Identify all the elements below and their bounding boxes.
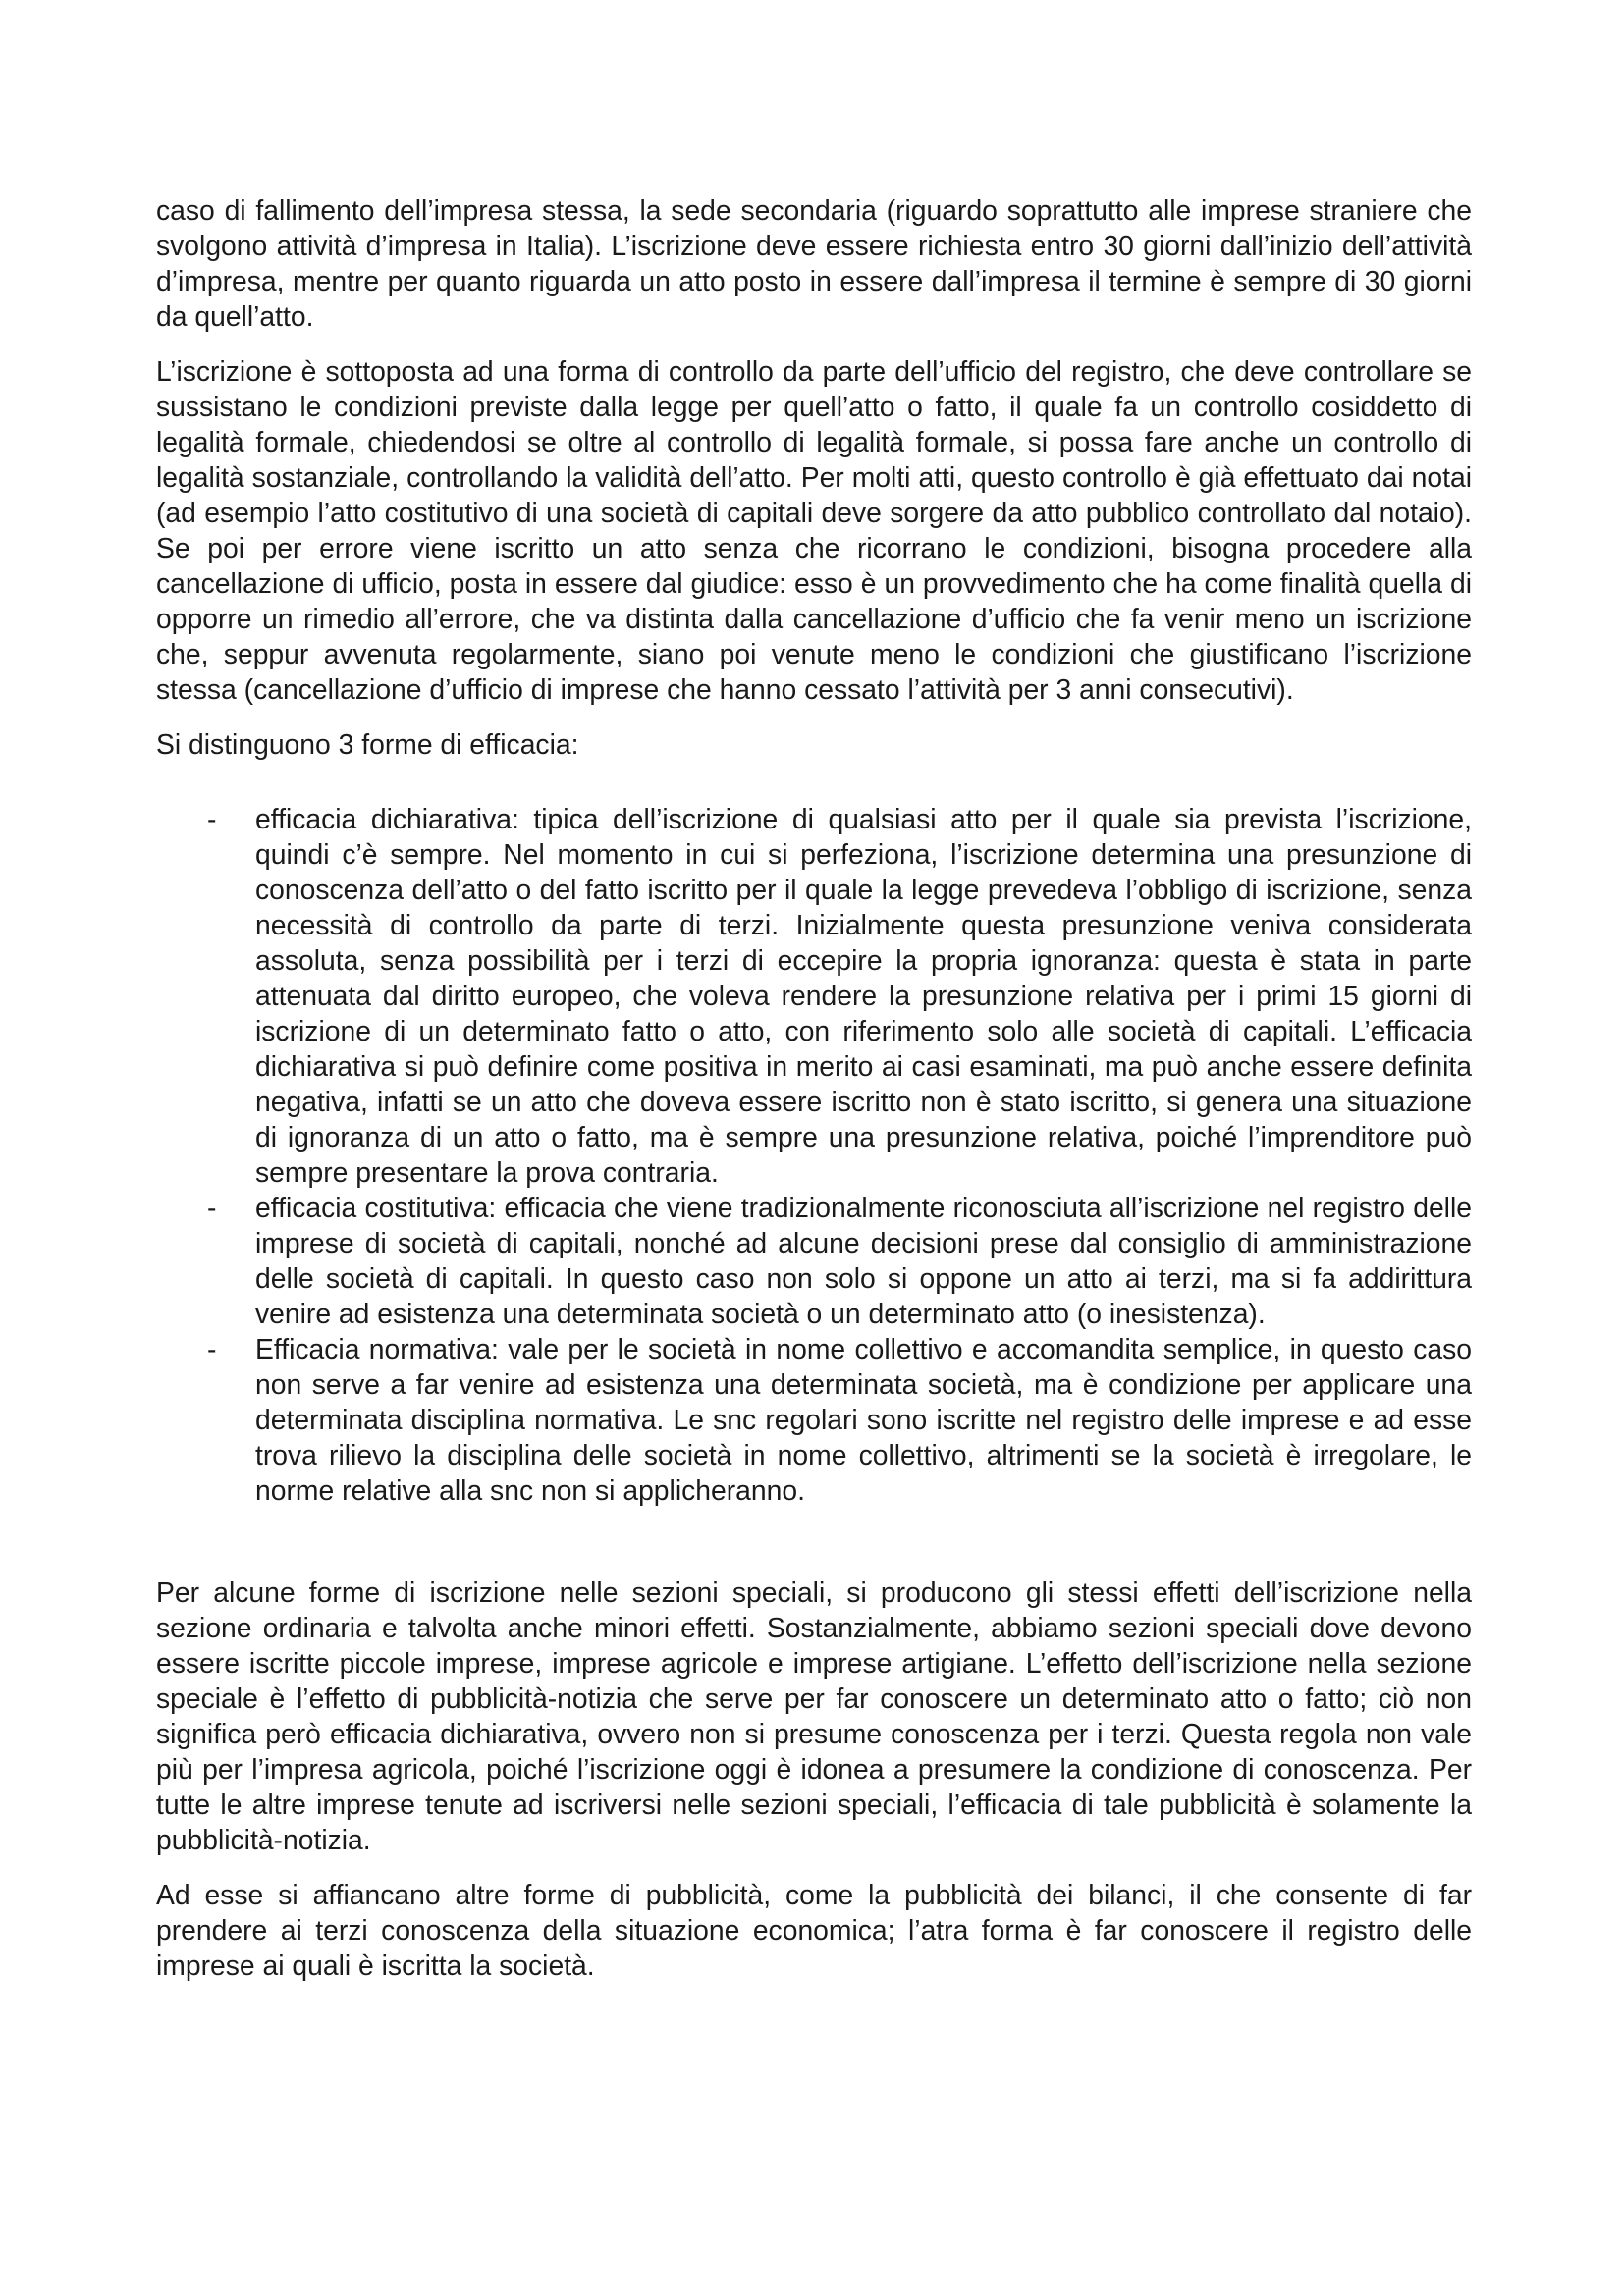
- bullet-dash: -: [207, 1333, 217, 1364]
- list-item-text: efficacia dichiarativa: tipica dell’iscrizione di qualsiasi atto per il quale sia prevista l’iscrizione, quindi c’è sempre. Nel momento in cui si perfeziona, l’iscrizione determina una presunzione di conoscenza dell’atto o del fatto iscritto per il quale la legge prevedeva l’obbligo di iscrizione, senza necessità di controllo da parte di terzi. Inizialmente questa presunzione veniva considerata assoluta, senza possibilità per i terzi di eccepire la propria ignoranza: questa è stata in parte attenuata dal diritto europeo, che voleva rendere la presunzione relativa per i primi 15 giorni di iscrizione di un determinato fatto o atto, con riferimento solo alle società di capitali. L’efficacia dichiarativa si può definire come positiva in merito ai casi esaminati, ma può anche essere definita negativa, infatti se un atto che doveva essere iscritto non è stato iscritto, si genera una situazione di ignoranza di un atto o fatto, ma è sempre una presunzione relativa, poiché l’imprenditore può sempre presentare la prova contraria.: [255, 803, 1472, 1188]
- list-item-efficacia-normativa: [156, 1331, 1472, 1508]
- list-item-text: Efficacia normativa: vale per le società in nome collettivo e accomandita semplice, in questo caso non serve a far venire ad esistenza una determinata società, ma è condizione per applicare una determinata disciplina normativa. Le snc regolari sono iscritte nel registro delle imprese e ad esse trova rilievo la disciplina delle società in nome collettivo, altrimenti se la società è irregolare, le norme relative alla snc non si applicheranno.: [255, 1333, 1472, 1506]
- paragraph-altre-forme-pubblicita: Ad esse si affiancano altre forme di pubblicità, come la pubblicità dei bilanci, il che consente di far prendere ai terzi conoscenza della situazione economica; l’atra forma è far conoscere il registro delle imprese ai quali è iscritta la società.: [156, 1879, 1472, 1981]
- efficacia-list: [156, 801, 1472, 1508]
- list-item-efficacia-dichiarativa: [156, 801, 1472, 1190]
- document-page: [156, 192, 1472, 2002]
- paragraph-forme-efficacia-intro: Si distinguono 3 forme di efficacia:: [156, 728, 579, 760]
- paragraph-controllo-ufficio: L’iscrizione è sottoposta ad una forma di controllo da parte dell’ufficio del registro, che deve controllare se sussistano le condizioni previste dalla legge per quell’atto o fatto, il quale fa un controllo cosiddetto di legalità formale, chiedendosi se oltre al controllo di legalità formale, si possa fare anche un controllo di legalità sostanziale, controllando la validità dell’atto. Per molti atti, questo controllo è già effettuato dai notai (ad esempio l’atto costitutivo di una società di capitali deve sorgere da atto pubblico controllato dal notaio). Se poi per errore viene iscritto un atto senza che ricorrano le condizioni, bisogna procedere alla cancellazione di ufficio, posta in essere dal giudice: esso è un provvedimento che ha come finalità quella di opporre un rimedio all’errore, che va distinta dalla cancellazione d’ufficio che fa venir meno un iscrizione che, seppur avvenuta regolarmente, siano poi venute meno le condizioni che giustificano l’iscrizione stessa (cancellazione d’ufficio di imprese che hanno cessato l’attività per 3 anni consecutivi).: [156, 355, 1472, 705]
- bullet-dash: -: [207, 803, 217, 834]
- bullet-dash: -: [207, 1192, 217, 1223]
- paragraph-sezioni-speciali: Per alcune forme di iscrizione nelle sezioni speciali, si producono gli stessi effetti dell’iscrizione nella sezione ordinaria e talvolta anche minori effetti. Sostanzialmente, abbiamo sezioni speciali dove devono essere iscritte piccole imprese, imprese agricole e imprese artigiane. L’effetto dell’iscrizione nella sezione speciale è l’effetto di pubblicità-notizia che serve per far conoscere un determinato atto o fatto; ciò non significa però efficacia dichiarativa, ovvero non si presume conoscenza per i terzi. Questa regola non vale più per l’impresa agricola, poiché l’iscrizione oggi è idonea a presumere la condizione di conoscenza. Per tutte le altre imprese tenute ad iscriversi nelle sezioni speciali, l’efficacia di tale pubblicità è solamente la pubblicità-notizia.: [156, 1576, 1472, 1855]
- efficacia-list-wrapper: [156, 801, 1472, 1508]
- list-item-efficacia-costitutiva: [156, 1190, 1472, 1331]
- list-item-text: efficacia costitutiva: efficacia che viene tradizionalmente riconosciuta all’iscrizione nel registro delle imprese di società di capitali, nonché ad alcune decisioni prese dal consiglio di amministrazione delle società di capitali. In questo caso non solo si oppone un atto ai terzi, ma si fa addirittura venire ad esistenza una determinata società o un determinato atto (o inesistenza).: [255, 1192, 1472, 1329]
- paragraph-sede-secondaria: caso di fallimento dell’impresa stessa, la sede secondaria (riguardo soprattutto alle imprese straniere che svolgono attività d’impresa in Italia). L’iscrizione deve essere richiesta entro 30 giorni dall’inizio dell’attività d’impresa, mentre per quanto riguarda un atto posto in essere dall’impresa il termine è sempre di 30 giorni da quell’atto.: [156, 194, 1472, 332]
